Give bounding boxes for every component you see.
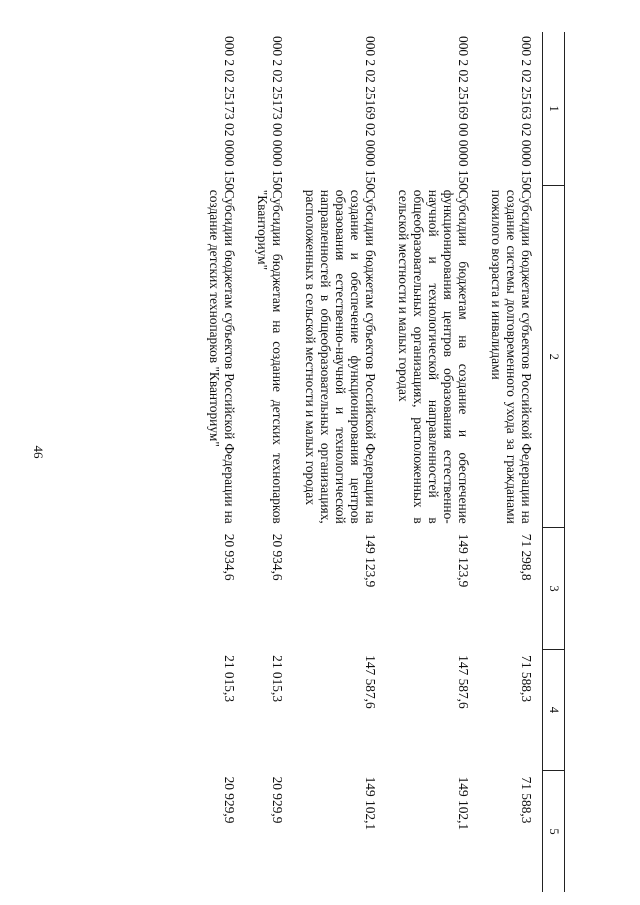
column-header-4: 4	[543, 649, 565, 770]
amount-col4: 21 015,3	[270, 655, 285, 703]
table-row	[386, 32, 479, 892]
table-row	[197, 32, 245, 892]
amount-col4: 147 587,6	[363, 655, 378, 709]
budget-code: 000 2 02 25169 02 0000 150	[363, 36, 378, 190]
amount-col5: 149 102,1	[363, 776, 378, 831]
amount-col5: 20 929,9	[222, 776, 237, 824]
amount-col4: 21 015,3	[222, 655, 237, 703]
amount-col5: 20 929,9	[270, 776, 285, 824]
amount-col3: 149 123,9	[363, 533, 378, 588]
budget-code: 000 2 02 25173 00 0000 150	[270, 36, 285, 190]
amount-col4: 147 587,6	[456, 655, 471, 709]
table-row	[245, 32, 293, 892]
column-header-2: 2	[543, 186, 565, 528]
column-header-5: 5	[543, 771, 565, 892]
amount-col3: 20 934,6	[222, 533, 237, 581]
budget-item-name: Субсидии бюджетам субъектов Российской Федерации на создание и обеспечение функционирования центров образования естественно-научной и технологической направленностей в общеобразовательных организациях, расположенных в сельской местности и малых городах	[303, 189, 378, 524]
budget-table	[197, 32, 565, 892]
table-row	[479, 32, 543, 892]
table-header-row	[543, 32, 565, 892]
budget-table-container	[197, 32, 565, 892]
amount-col3: 149 123,9	[456, 533, 471, 588]
column-header-3: 3	[543, 528, 565, 649]
budget-code: 000 2 02 25163 02 0000 150	[519, 36, 534, 190]
page-number: 46	[31, 445, 46, 459]
amount-col3: 71 298,8	[519, 533, 534, 581]
budget-item-name: Субсидии бюджетам на создание детских технопарков "Кванториум"	[255, 189, 285, 524]
column-header-1: 1	[543, 32, 565, 186]
amount-col5: 149 102,1	[456, 776, 471, 831]
budget-item-name: Субсидии бюджетам на создание и обеспечение функционирования центров образования естественно-научной и технологической направленностей в общеобразовательных организациях, расположенных в сельской местности и малых городах	[396, 189, 471, 524]
budget-code: 000 2 02 25169 00 0000 150	[456, 36, 471, 190]
budget-item-name: Субсидии бюджетам субъектов Российской Федерации на создание детских технопарков "Кванториум"	[207, 189, 237, 524]
budget-code: 000 2 02 25173 02 0000 150	[222, 36, 237, 190]
amount-col4: 71 588,3	[519, 655, 534, 703]
table-row	[293, 32, 386, 892]
amount-col3: 20 934,6	[270, 533, 285, 581]
amount-col5: 71 588,3	[519, 776, 534, 824]
budget-item-name: Субсидии бюджетам субъектов Российской Федерации на создание системы долговременного ухода за гражданами пожилого возраста и инвалидами	[489, 189, 534, 524]
